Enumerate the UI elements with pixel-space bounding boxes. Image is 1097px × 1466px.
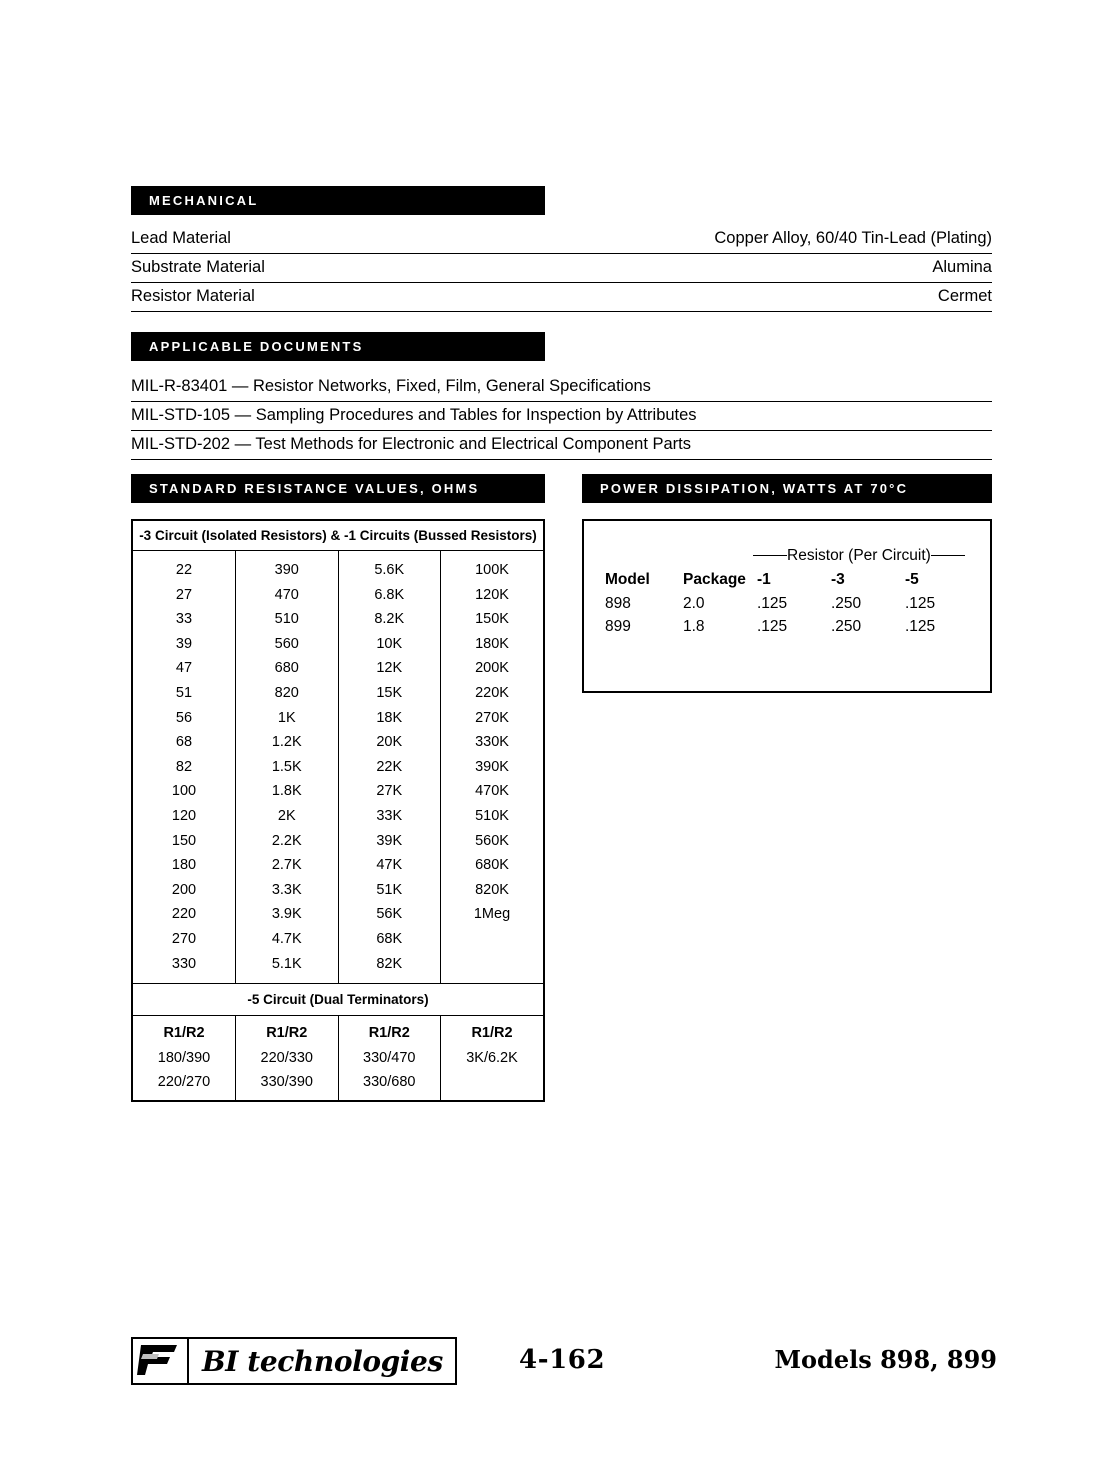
column-header-dash3: -3: [831, 571, 845, 588]
resistance-value: 33K: [338, 804, 441, 829]
resistance-value: 5.6K: [338, 551, 441, 582]
bi-logo-icon: [133, 1339, 189, 1383]
resistance-value: 2.7K: [236, 853, 339, 878]
resistance-value: 330: [133, 951, 236, 982]
resistor-per-circuit-span: [753, 547, 975, 565]
resistance-value: 120: [133, 804, 236, 829]
column-header: R1/R2: [338, 1016, 441, 1046]
column-header-package: Package: [683, 571, 746, 588]
resistance-value: 3.9K: [236, 902, 339, 927]
resistance-value: 270: [133, 927, 236, 952]
dual-value: 3K/6.2K: [466, 1049, 518, 1066]
table-row: [133, 607, 543, 632]
resistance-value: 100: [133, 779, 236, 804]
resistance-value: 200K: [475, 660, 509, 677]
power-cell: 899: [605, 617, 631, 635]
dual-value: 220/270: [133, 1070, 236, 1100]
table-row: [605, 592, 975, 615]
table-row: [131, 254, 992, 283]
resistance-value: 4.7K: [236, 927, 339, 952]
page-number: 4-162: [519, 1345, 606, 1375]
table-row: [131, 402, 992, 431]
column-header-dash5: -5: [905, 571, 919, 588]
resistance-value: 8.2K: [338, 607, 441, 632]
resistance-value: 220: [133, 902, 236, 927]
document-reference: MIL-R-83401 — Resistor Networks, Fixed, Film, General Specifications: [131, 373, 992, 402]
resistance-value: 18K: [338, 705, 441, 730]
resistance-value: 200: [133, 877, 236, 902]
table-row: [133, 1046, 543, 1070]
resistance-value: 1.5K: [236, 754, 339, 779]
column-header: R1/R2: [236, 1016, 339, 1046]
power-dissipation-table: [605, 569, 975, 638]
resistance-value: 470: [236, 582, 339, 607]
resistance-value: 220K: [475, 684, 509, 701]
mechanical-table: [131, 225, 992, 312]
table-row: [133, 902, 543, 927]
dual-terminators-table: [133, 1016, 543, 1100]
resistance-value: 3.3K: [236, 877, 339, 902]
document-reference: MIL-STD-202 — Test Methods for Electronic and Electrical Component Parts: [131, 431, 992, 460]
mechanical-section: [131, 186, 992, 312]
resistance-value: 20K: [338, 730, 441, 755]
power-cell: 1.8: [683, 617, 705, 635]
span-label: Resistor (Per Circuit): [787, 547, 931, 564]
power-cell: .125: [905, 594, 936, 612]
resistance-value: 150: [133, 828, 236, 853]
power-cell: 898: [605, 594, 631, 612]
resistance-value: 510K: [475, 807, 509, 824]
resistance-value: 82K: [338, 951, 441, 982]
resistance-value: 470K: [475, 783, 509, 800]
span-rule-right: [931, 555, 965, 556]
resistance-value: 120K: [475, 586, 509, 603]
applicable-documents-section: [131, 332, 992, 460]
table-row: [133, 730, 543, 755]
table-row: [605, 615, 975, 638]
applicable-documents-table: [131, 373, 992, 460]
column-header: R1/R2: [471, 1024, 513, 1041]
table-row: [133, 877, 543, 902]
resistance-value: 1.2K: [236, 730, 339, 755]
dual-value: 180/390: [133, 1046, 236, 1070]
dual-value: 330/470: [338, 1046, 441, 1070]
mechanical-value: Alumina: [411, 254, 992, 283]
resistance-value: 39K: [338, 828, 441, 853]
resistance-value: 12K: [338, 656, 441, 681]
standard-resistance-header: STANDARD RESISTANCE VALUES, OHMS: [131, 474, 545, 503]
power-dissipation-section: [582, 474, 992, 693]
column-header-dash1: -1: [757, 571, 771, 588]
resistance-value: 5.1K: [236, 951, 339, 982]
resistance-value: 82: [133, 754, 236, 779]
standard-resistance-section: [131, 474, 545, 1102]
mechanical-label: Lead Material: [131, 225, 411, 254]
power-dissipation-box: [582, 519, 992, 693]
resistance-value: 27K: [338, 779, 441, 804]
power-cell: .125: [757, 594, 788, 612]
resistance-value: 56K: [338, 902, 441, 927]
brand-name: BI technologies: [202, 1344, 443, 1378]
table-row: [133, 779, 543, 804]
resistance-value: 510: [236, 607, 339, 632]
mechanical-label: Resistor Material: [131, 283, 411, 312]
resistance-value: 390K: [475, 758, 509, 775]
power-cell: .125: [757, 617, 788, 635]
resistance-value: 68K: [338, 927, 441, 952]
resistance-value: 51: [133, 681, 236, 706]
resistance-value: 10K: [338, 631, 441, 656]
table-row: [133, 551, 543, 582]
resistance-value: 1Meg: [473, 906, 511, 923]
resistance-value: 820K: [475, 881, 509, 898]
resistance-value: 22K: [338, 754, 441, 779]
table-row: [131, 225, 992, 254]
resistance-value: 1K: [236, 705, 339, 730]
resistance-value: 2K: [236, 804, 339, 829]
table-header-row: [605, 569, 975, 592]
brand-logo: [131, 1337, 457, 1385]
mechanical-label: Substrate Material: [131, 254, 411, 283]
resistance-value: 6.8K: [338, 582, 441, 607]
table-row: [133, 828, 543, 853]
table-row: [133, 804, 543, 829]
resistance-value: 27: [133, 582, 236, 607]
standard-resistance-values-table: [133, 551, 543, 983]
table-header-row: [133, 1016, 543, 1046]
column-header-model: Model: [605, 571, 650, 588]
power-dissipation-header: POWER DISSIPATION, WATTS AT 70°C: [582, 474, 992, 503]
resistance-value: 51K: [338, 877, 441, 902]
table-row: [133, 656, 543, 681]
resistance-value: 100K: [475, 562, 509, 578]
power-cell: .125: [905, 617, 936, 635]
dual-value: 330/680: [338, 1070, 441, 1100]
resistance-value: 47: [133, 656, 236, 681]
resistance-value: 390: [236, 551, 339, 582]
power-cell: 2.0: [683, 594, 705, 612]
resistance-value: 1.8K: [236, 779, 339, 804]
resistance-value: 680K: [475, 857, 509, 874]
resistance-value: [441, 927, 544, 952]
resistance-value: 39: [133, 631, 236, 656]
standard-resistance-table-title: -3 Circuit (Isolated Resistors) & -1 Circuits (Bussed Resistors): [133, 521, 543, 551]
table-row: [133, 631, 543, 656]
resistance-value: 56: [133, 705, 236, 730]
resistance-value: 560: [236, 631, 339, 656]
mechanical-section-header: MECHANICAL: [131, 186, 545, 215]
dual-value: [441, 1070, 544, 1100]
resistance-value: 22: [133, 551, 236, 582]
resistance-value: 180: [133, 853, 236, 878]
resistance-value: 270K: [475, 709, 509, 726]
resistance-value: 820: [236, 681, 339, 706]
resistance-value: 15K: [338, 681, 441, 706]
resistance-value: 150K: [475, 611, 509, 628]
span-rule-left: [753, 555, 787, 556]
model-label: Models 898, 899: [774, 1345, 997, 1374]
power-cell: .250: [831, 617, 862, 635]
dual-terminators-title: -5 Circuit (Dual Terminators): [133, 983, 543, 1016]
resistance-value: 680: [236, 656, 339, 681]
table-row: [133, 681, 543, 706]
table-row: [133, 754, 543, 779]
resistance-value: 47K: [338, 853, 441, 878]
applicable-documents-header: APPLICABLE DOCUMENTS: [131, 332, 545, 361]
resistance-value: [441, 951, 544, 982]
table-row: [133, 853, 543, 878]
resistance-value: 330K: [475, 734, 509, 751]
dual-value: 330/390: [236, 1070, 339, 1100]
table-row: [133, 705, 543, 730]
resistance-value: 33: [133, 607, 236, 632]
table-row: [131, 431, 992, 460]
page-footer: [131, 1337, 997, 1385]
mechanical-value: Copper Alloy, 60/40 Tin-Lead (Plating): [411, 225, 992, 254]
column-header: R1/R2: [133, 1016, 236, 1046]
table-row: [131, 373, 992, 402]
table-row: [133, 951, 543, 982]
standard-resistance-box: [131, 519, 545, 1102]
resistance-value: 560K: [475, 832, 509, 849]
table-row: [131, 283, 992, 312]
document-reference: MIL-STD-105 — Sampling Procedures and Tables for Inspection by Attributes: [131, 402, 992, 431]
resistance-value: 2.2K: [236, 828, 339, 853]
power-cell: .250: [831, 594, 862, 612]
mechanical-value: Cermet: [411, 283, 992, 312]
dual-value: 220/330: [236, 1046, 339, 1070]
table-row: [133, 582, 543, 607]
table-row: [133, 1070, 543, 1100]
resistance-value: 180K: [475, 635, 509, 652]
resistance-value: 68: [133, 730, 236, 755]
table-row: [133, 927, 543, 952]
